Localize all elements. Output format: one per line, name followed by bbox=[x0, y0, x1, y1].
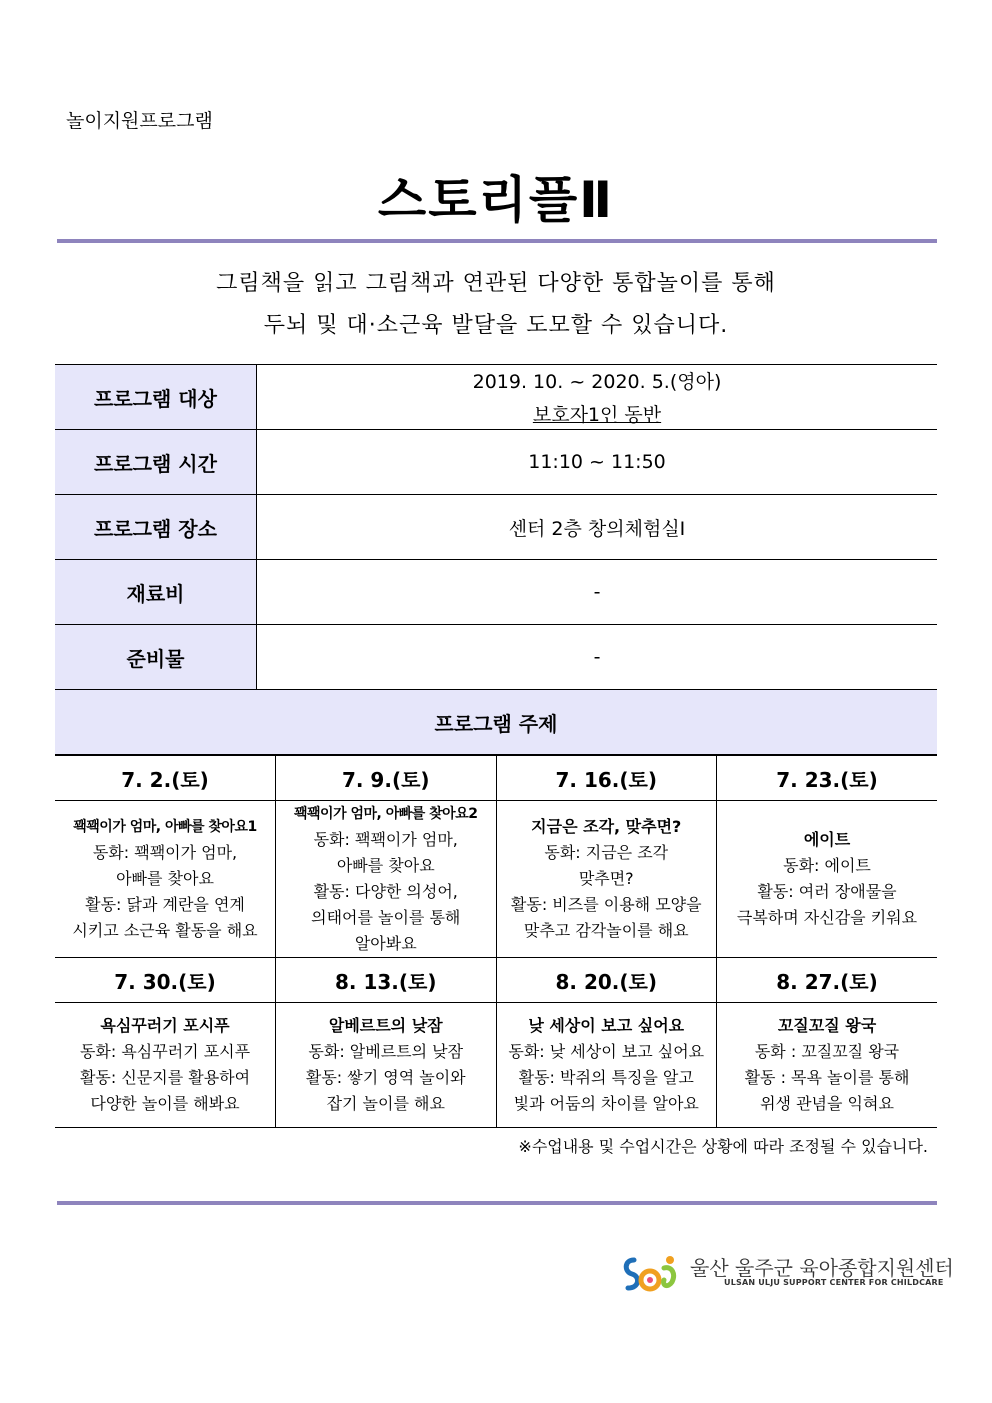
session-story-title: 알베르트의 낮잠 bbox=[328, 1016, 443, 1035]
session-date: 8. 13.(토) bbox=[276, 958, 497, 1003]
session-line: 빛과 어둠의 차이를 알아요 bbox=[513, 1094, 699, 1113]
session-line: 활동: 비즈를 이용해 모양을 bbox=[510, 895, 702, 914]
session-content bbox=[55, 801, 276, 958]
session-date: 8. 27.(토) bbox=[717, 958, 938, 1003]
session-content bbox=[717, 801, 938, 958]
schedule-content-row-2 bbox=[55, 1003, 937, 1128]
session-line: 활동: 신문지를 활용하여 bbox=[79, 1068, 251, 1087]
session-date: 7. 2.(토) bbox=[55, 756, 276, 801]
session-story-title: 낮 세상이 보고 싶어요 bbox=[528, 1016, 685, 1035]
fee-value: - bbox=[257, 560, 938, 625]
session-content bbox=[717, 1003, 938, 1128]
session-line: 활동: 여러 장애물을 bbox=[757, 882, 897, 901]
target-period: 2019. 10. ~ 2020. 5.(영아) bbox=[472, 371, 722, 393]
session-line: 동화: 꽥꽥이가 엄마, bbox=[313, 830, 458, 849]
session-content bbox=[496, 1003, 717, 1128]
session-content bbox=[276, 1003, 497, 1128]
session-line: 극복하며 자신감을 키워요 bbox=[736, 908, 918, 927]
bottom-divider bbox=[57, 1201, 937, 1205]
target-label: 프로그램 대상 bbox=[55, 365, 257, 430]
session-line: 알아봐요 bbox=[354, 934, 417, 953]
info-row-fee bbox=[55, 560, 937, 625]
info-row-prep bbox=[55, 625, 937, 690]
fee-label: 재료비 bbox=[55, 560, 257, 625]
session-line: 동화: 알베르트의 낮잠 bbox=[308, 1042, 464, 1061]
session-line: 아빠를 찾아요 bbox=[116, 869, 214, 888]
schedule-note: ※수업내용 및 수업시간은 상황에 따라 조정될 수 있습니다. bbox=[518, 1137, 928, 1156]
target-guardian-note: 보호자1인 동반 bbox=[532, 404, 662, 426]
session-content bbox=[55, 1003, 276, 1128]
session-line: 동화: 욕심꾸러기 포시푸 bbox=[79, 1042, 251, 1061]
place-label: 프로그램 장소 bbox=[55, 495, 257, 560]
info-row-place bbox=[55, 495, 937, 560]
session-line: 활동: 다양한 의성어, bbox=[313, 882, 458, 901]
intro-line-1: 그림책을 읽고 그림책과 연관된 다양한 통합놀이를 통해 bbox=[216, 271, 776, 296]
target-value bbox=[257, 365, 938, 430]
program-theme-header: 프로그램 주제 bbox=[55, 690, 937, 755]
session-line: 동화 : 꼬질꼬질 왕국 bbox=[754, 1042, 900, 1061]
session-line: 의태어를 놀이를 통해 bbox=[311, 908, 461, 927]
session-line: 동화: 지금은 조각 bbox=[544, 843, 669, 862]
session-story-title: 욕심꾸러기 포시푸 bbox=[100, 1016, 230, 1035]
session-line: 동화: 꽥꽥이가 엄마, bbox=[92, 843, 238, 862]
session-date: 7. 16.(토) bbox=[496, 756, 717, 801]
session-content bbox=[496, 801, 717, 958]
session-line: 시키고 소근육 활동을 해요 bbox=[72, 921, 258, 940]
session-line: 위생 관념을 익혀요 bbox=[760, 1094, 894, 1113]
time-label: 프로그램 시간 bbox=[55, 430, 257, 495]
top-divider bbox=[57, 239, 937, 243]
center-logo-icon bbox=[620, 1250, 680, 1296]
session-story-title: 꽥꽥이가 엄마, 아빠를 찾아요1 bbox=[73, 819, 257, 835]
center-logo bbox=[620, 1250, 954, 1296]
session-date: 7. 30.(토) bbox=[55, 958, 276, 1003]
time-value: 11:10 ~ 11:50 bbox=[257, 430, 938, 495]
session-line: 동화: 에이트 bbox=[783, 856, 871, 875]
session-line: 맞추면? bbox=[578, 869, 634, 888]
session-line: 활동: 박쥐의 특징을 알고 bbox=[518, 1068, 694, 1087]
session-story-title: 에이트 bbox=[803, 830, 851, 849]
schedule-date-row-2 bbox=[55, 958, 937, 1003]
schedule-date-row-1 bbox=[55, 756, 937, 801]
info-row-time bbox=[55, 430, 937, 495]
session-line: 다양한 놀이를 해봐요 bbox=[90, 1094, 240, 1113]
page-title: 스토리플Ⅱ bbox=[377, 171, 615, 229]
session-story-title: 꼬질꼬질 왕국 bbox=[777, 1016, 877, 1035]
session-line: 동화: 낮 세상이 보고 싶어요 bbox=[508, 1042, 705, 1061]
session-line: 맞추고 감각놀이를 해요 bbox=[523, 921, 689, 940]
session-content bbox=[276, 801, 497, 958]
session-line: 잡기 놀이를 해요 bbox=[326, 1094, 445, 1113]
intro-line-2: 두뇌 및 대·소근육 발달을 도모할 수 있습니다. bbox=[263, 313, 729, 338]
session-date: 7. 9.(토) bbox=[276, 756, 497, 801]
program-info-table bbox=[55, 364, 937, 690]
program-category: 놀이지원프로그램 bbox=[66, 110, 213, 132]
info-row-target bbox=[55, 365, 937, 430]
schedule-table bbox=[55, 755, 937, 1128]
center-name-korean: 울산 울주군 육아종합지원센터 bbox=[690, 1256, 954, 1280]
prep-label: 준비물 bbox=[55, 625, 257, 690]
place-value: 센터 2층 창의체험실Ⅰ bbox=[257, 495, 938, 560]
session-story-title: 지금은 조각, 맞추면? bbox=[531, 817, 682, 836]
schedule-content-row-1 bbox=[55, 801, 937, 958]
center-name-english: ULSAN ULJU SUPPORT CENTER FOR CHILDCARE bbox=[724, 1278, 944, 1287]
session-story-title: 꽥꽥이가 엄마, 아빠를 찾아요2 bbox=[294, 806, 478, 822]
session-date: 7. 23.(토) bbox=[717, 756, 938, 801]
session-line: 활동 : 목욕 놀이를 통해 bbox=[744, 1068, 910, 1087]
session-line: 활동: 닭과 계란을 연계 bbox=[85, 895, 245, 914]
session-line: 아빠를 찾아요 bbox=[336, 856, 435, 875]
session-date: 8. 20.(토) bbox=[496, 958, 717, 1003]
prep-value: - bbox=[257, 625, 938, 690]
session-line: 활동: 쌓기 영역 놀이와 bbox=[305, 1068, 466, 1087]
